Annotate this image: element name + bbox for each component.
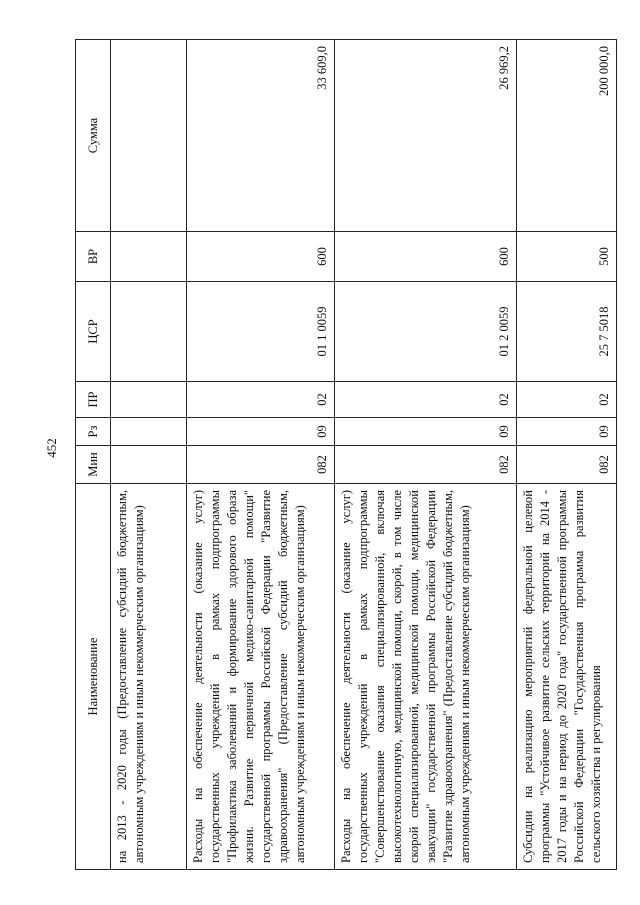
row-rz: 09 bbox=[335, 418, 517, 446]
header-rz: Рз bbox=[76, 418, 111, 446]
row-sum: 26 969,2 bbox=[335, 40, 517, 232]
row-min bbox=[111, 446, 187, 484]
row-pr: 02 bbox=[187, 382, 335, 418]
row-vr bbox=[111, 232, 187, 282]
rotated-table-wrapper bbox=[75, 40, 615, 870]
row-name: Расходы на обеспечение деятельности (оказание услуг) государственных учреждений в рамках подпрограммы "Совершенствование оказания специализированной, включая высокотехнологичную, медицинской помощи, скорой, в том числе скорой специализированной, медицинской помощи, медицинской эвакуации" государственной программы Российской Федерации "Развитие здравоохранения" (Предоставление субсидий бюджетным, автономным учреждениям и иным некоммерческим организациям) bbox=[335, 484, 517, 870]
row-vr: 500 bbox=[517, 232, 617, 282]
header-vr: ВР bbox=[76, 232, 111, 282]
table-row bbox=[517, 40, 617, 870]
header-sum: Сумма bbox=[76, 40, 111, 232]
row-csr: 01 1 0059 bbox=[187, 282, 335, 382]
header-csr: ЦСР bbox=[76, 282, 111, 382]
row-min: 082 bbox=[187, 446, 335, 484]
row-name: Расходы на обеспечение деятельности (оказание услуг) государственных учреждений в рамках подпрограммы "Профилактика заболеваний и формирование здорового образа жизни. Развитие первичной медико-санитарной помощи" государственной программы Российской Федерации "Развитие здравоохранения" (Предоставление субсидий бюджетным, автономным учреждениям и иным некоммерческим организациям) bbox=[187, 484, 335, 870]
row-rz bbox=[111, 418, 187, 446]
row-csr: 01 2 0059 bbox=[335, 282, 517, 382]
row-csr bbox=[111, 282, 187, 382]
row-name: на 2013 - 2020 годы (Предоставление субсидий бюджетным, автономным учреждениям и иным некоммерческим организациям) bbox=[111, 484, 187, 870]
row-sum: 200 000,0 bbox=[517, 40, 617, 232]
header-min: Мин bbox=[76, 446, 111, 484]
row-sum: 33 609,0 bbox=[187, 40, 335, 232]
row-sum bbox=[111, 40, 187, 232]
row-name: Субсидии на реализацию мероприятий федеральной целевой программы "Устойчивое развитие сельских территорий на 2014 - 2017 годы и на период до 2020 года" государственной программы Российской Федерации "Государственная программа развития сельского хозяйства и регулирования bbox=[517, 484, 617, 870]
row-pr: 02 bbox=[335, 382, 517, 418]
header-name: Наименование bbox=[76, 484, 111, 870]
header-pr: ПР bbox=[76, 382, 111, 418]
row-csr: 25 7 5018 bbox=[517, 282, 617, 382]
row-pr bbox=[111, 382, 187, 418]
row-vr: 600 bbox=[187, 232, 335, 282]
table-header-row bbox=[76, 40, 111, 870]
row-vr: 600 bbox=[335, 232, 517, 282]
row-rz: 09 bbox=[517, 418, 617, 446]
row-pr: 02 bbox=[517, 382, 617, 418]
budget-table bbox=[75, 39, 617, 870]
table-row bbox=[335, 40, 517, 870]
row-rz: 09 bbox=[187, 418, 335, 446]
row-min: 082 bbox=[335, 446, 517, 484]
row-min: 082 bbox=[517, 446, 617, 484]
page-number: 452 bbox=[44, 438, 59, 458]
table-row bbox=[187, 40, 335, 870]
table-row bbox=[111, 40, 187, 870]
